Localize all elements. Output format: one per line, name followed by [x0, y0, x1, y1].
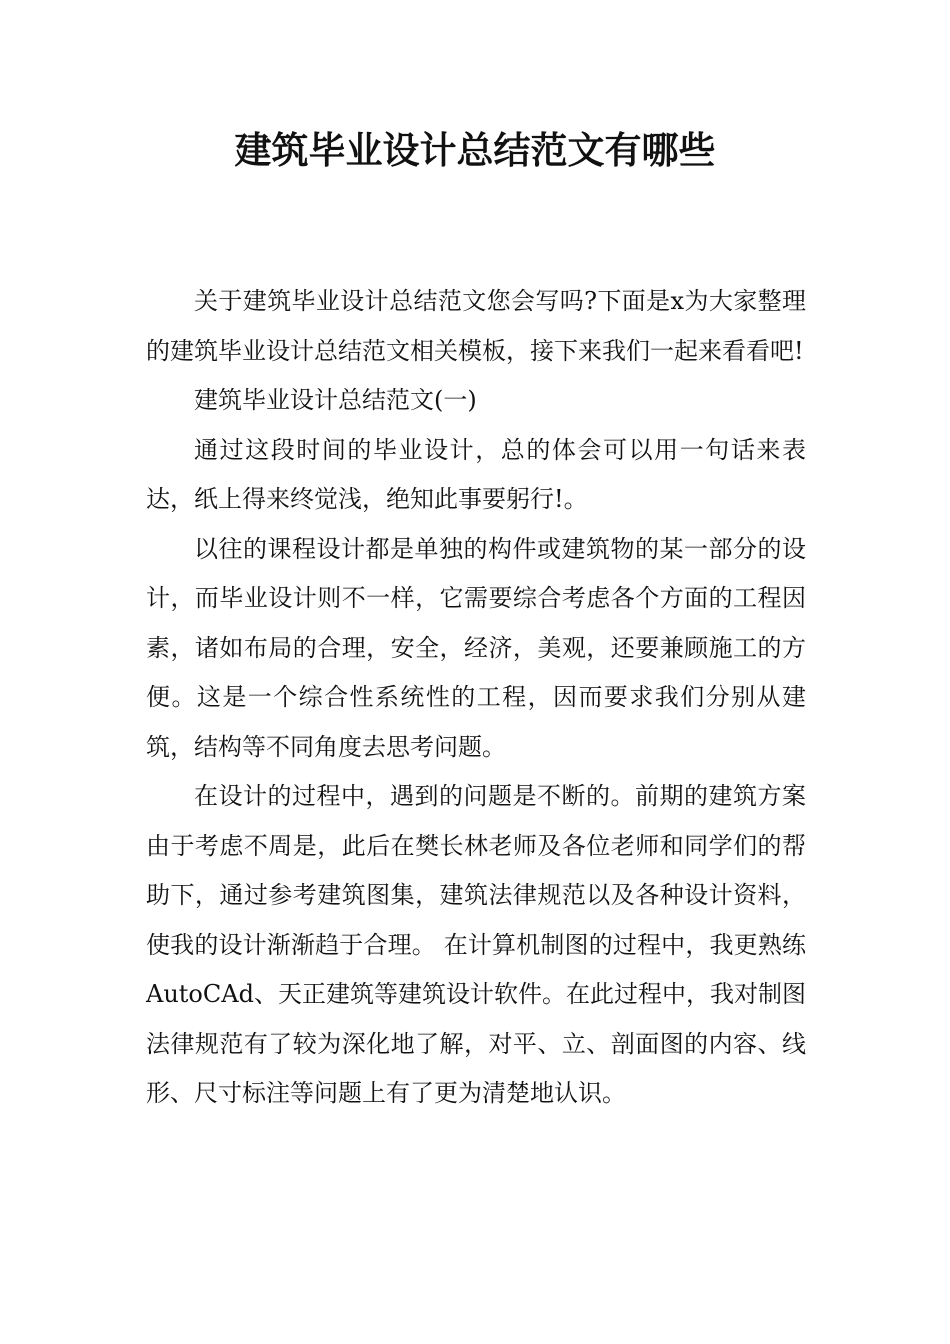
paragraph: 在设计的过程中，遇到的问题是不断的。前期的建筑方案由于考虑不周是，此后在樊长林老师及各位老师和同学们的帮助下，通过参考建筑图集，建筑法律规范以及各种设计资料，使我的设计渐渐趋于合理。 在计算机制图的过程中，我更熟练AutoCAd、天正建筑等建筑设计软件。在此过程中，我对制图法律规范有了较为深化地了解，对平、立、剖面图的内容、线形、尺寸标注等问题上有了更为清楚地认识。	[146, 782, 806, 1107]
document-body	[146, 277, 806, 1119]
document-title: 建筑毕业设计总结范文有哪些	[234, 129, 716, 172]
paragraph: 通过这段时间的毕业设计，总的体会可以用一句话来表达，纸上得来终觉浅，绝知此事要躬行!。	[146, 435, 806, 513]
paragraph: 以往的课程设计都是单独的构件或建筑物的某一部分的设计，而毕业设计则不一样，它需要综合考虑各个方面的工程因素，诸如布局的合理，安全，经济，美观，还要兼顾施工的方便。这是一个综合性系统性的工程，因而要求我们分别从建筑，结构等不同角度去思考问题。	[146, 534, 806, 761]
paragraph-intro: 关于建筑毕业设计总结范文您会写吗?下面是x为大家整理的建筑毕业设计总结范文相关模板，接下来我们一起来看看吧!	[146, 287, 806, 365]
section-heading: 建筑毕业设计总结范文(一)	[194, 386, 477, 414]
